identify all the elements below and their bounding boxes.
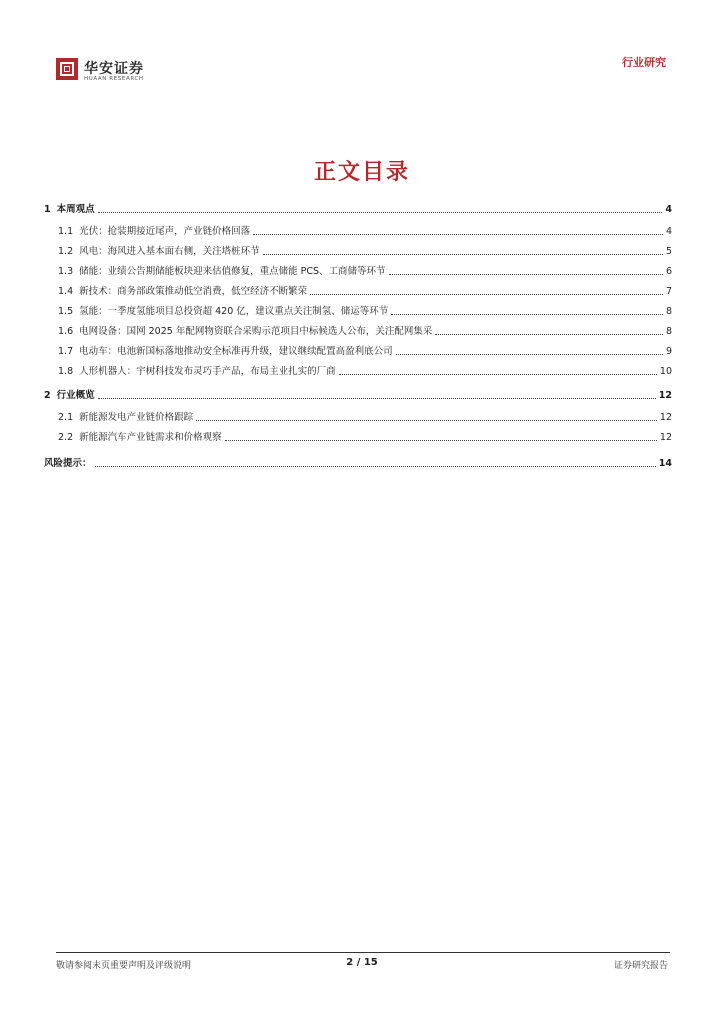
logo-english: HUAAN RESEARCH (84, 76, 144, 82)
toc-leader (339, 374, 657, 375)
toc-number: 2.1 (58, 412, 74, 423)
toc-number: 1.1 (58, 226, 74, 237)
toc-leader (98, 212, 663, 213)
toc-page: 12 (659, 412, 672, 423)
toc-text: 电网设备：国网 2025 年配网物资联合采购示范项目中标候选人公布，关注配网集采 (79, 326, 433, 337)
footer-report-type: 证券研究报告 (613, 961, 668, 971)
toc-page: 10 (659, 366, 672, 377)
toc-text: 行业概览 (56, 390, 95, 401)
toc-text: 氢能：一季度氢能项目总投资超 420 亿，建议重点关注制氢、储运等环节 (79, 306, 389, 317)
toc-text: 本周观点 (56, 204, 95, 215)
toc-number: 1 (44, 204, 51, 215)
toc-leader (253, 234, 663, 235)
toc-entry[interactable] (44, 408, 672, 424)
toc-text: 新能源发电产业链价格跟踪 (79, 412, 194, 423)
toc-entry[interactable] (44, 322, 672, 338)
toc-leader (389, 274, 663, 275)
toc-leader (263, 254, 663, 255)
toc-number: 2.2 (58, 432, 74, 443)
logo-name: 华安证券 (84, 61, 144, 77)
toc-text: 储能：业绩公告期储能板块迎来估值修复，重点储能 PCS、工商储等环节 (79, 266, 386, 277)
toc-page: 12 (658, 390, 672, 401)
toc-text: 风电：海风进入基本面右侧，关注塔桩环节 (79, 246, 260, 257)
toc-leader (98, 398, 656, 399)
toc-leader (225, 440, 657, 441)
toc-page: 8 (665, 326, 672, 337)
page-indicator: 2 / 15 (346, 957, 378, 968)
page-header (0, 0, 724, 100)
toc-leader (95, 466, 656, 467)
toc-page: 4 (665, 226, 672, 237)
toc-text: 风险提示： (44, 458, 92, 469)
toc-leader (196, 420, 657, 421)
footer-divider (56, 952, 670, 953)
page-title: 正文目录 (313, 160, 410, 185)
toc-entry[interactable] (44, 454, 672, 470)
toc-text: 新技术：商务部政策推动低空消费，低空经济不断繁荣 (79, 286, 308, 297)
toc-number: 1.4 (58, 286, 74, 297)
toc-number: 1.2 (58, 246, 74, 257)
toc-leader (391, 314, 663, 315)
toc-page: 9 (665, 346, 672, 357)
toc-number: 1.5 (58, 306, 74, 317)
footer-disclaimer: 敬请参阅末页重要声明及评级说明 (56, 961, 192, 971)
toc-entry[interactable] (44, 302, 672, 318)
toc-leader (396, 354, 663, 355)
toc-page: 6 (665, 266, 672, 277)
toc-page: 14 (658, 458, 672, 469)
toc-entry[interactable] (44, 428, 672, 444)
logo-seal-icon (56, 58, 78, 80)
toc-entry[interactable] (44, 362, 672, 378)
toc-text: 新能源汽车产业链需求和价格观察 (79, 432, 222, 443)
toc-number: 1.8 (58, 366, 74, 377)
toc-leader (310, 294, 663, 295)
toc-page: 7 (665, 286, 672, 297)
toc-text: 人形机器人：宇树科技发布灵巧手产品，布局主业扎实的厂商 (79, 366, 336, 377)
toc-entry[interactable] (44, 342, 672, 358)
toc-number: 2 (44, 390, 51, 401)
toc-number: 1.3 (58, 266, 74, 277)
toc-text: 光伏：抢装期接近尾声，产业链价格回落 (79, 226, 251, 237)
toc-page: 4 (665, 204, 672, 215)
toc-page: 8 (665, 306, 672, 317)
report-category: 行业研究 (622, 56, 666, 69)
toc-entry[interactable] (44, 200, 672, 216)
toc-entry[interactable] (44, 242, 672, 258)
toc-entry[interactable] (44, 222, 672, 238)
toc-entry[interactable] (44, 386, 672, 402)
toc-entry[interactable] (44, 282, 672, 298)
toc-entry[interactable] (44, 262, 672, 278)
toc-leader (435, 334, 663, 335)
toc-page: 5 (665, 246, 672, 257)
toc-number: 1.6 (58, 326, 74, 337)
toc-number: 1.7 (58, 346, 74, 357)
toc-text: 电动车：电池新国标落地推动安全标准再升级，建议继续配置高盈利底公司 (79, 346, 393, 357)
toc-page: 12 (659, 432, 672, 443)
